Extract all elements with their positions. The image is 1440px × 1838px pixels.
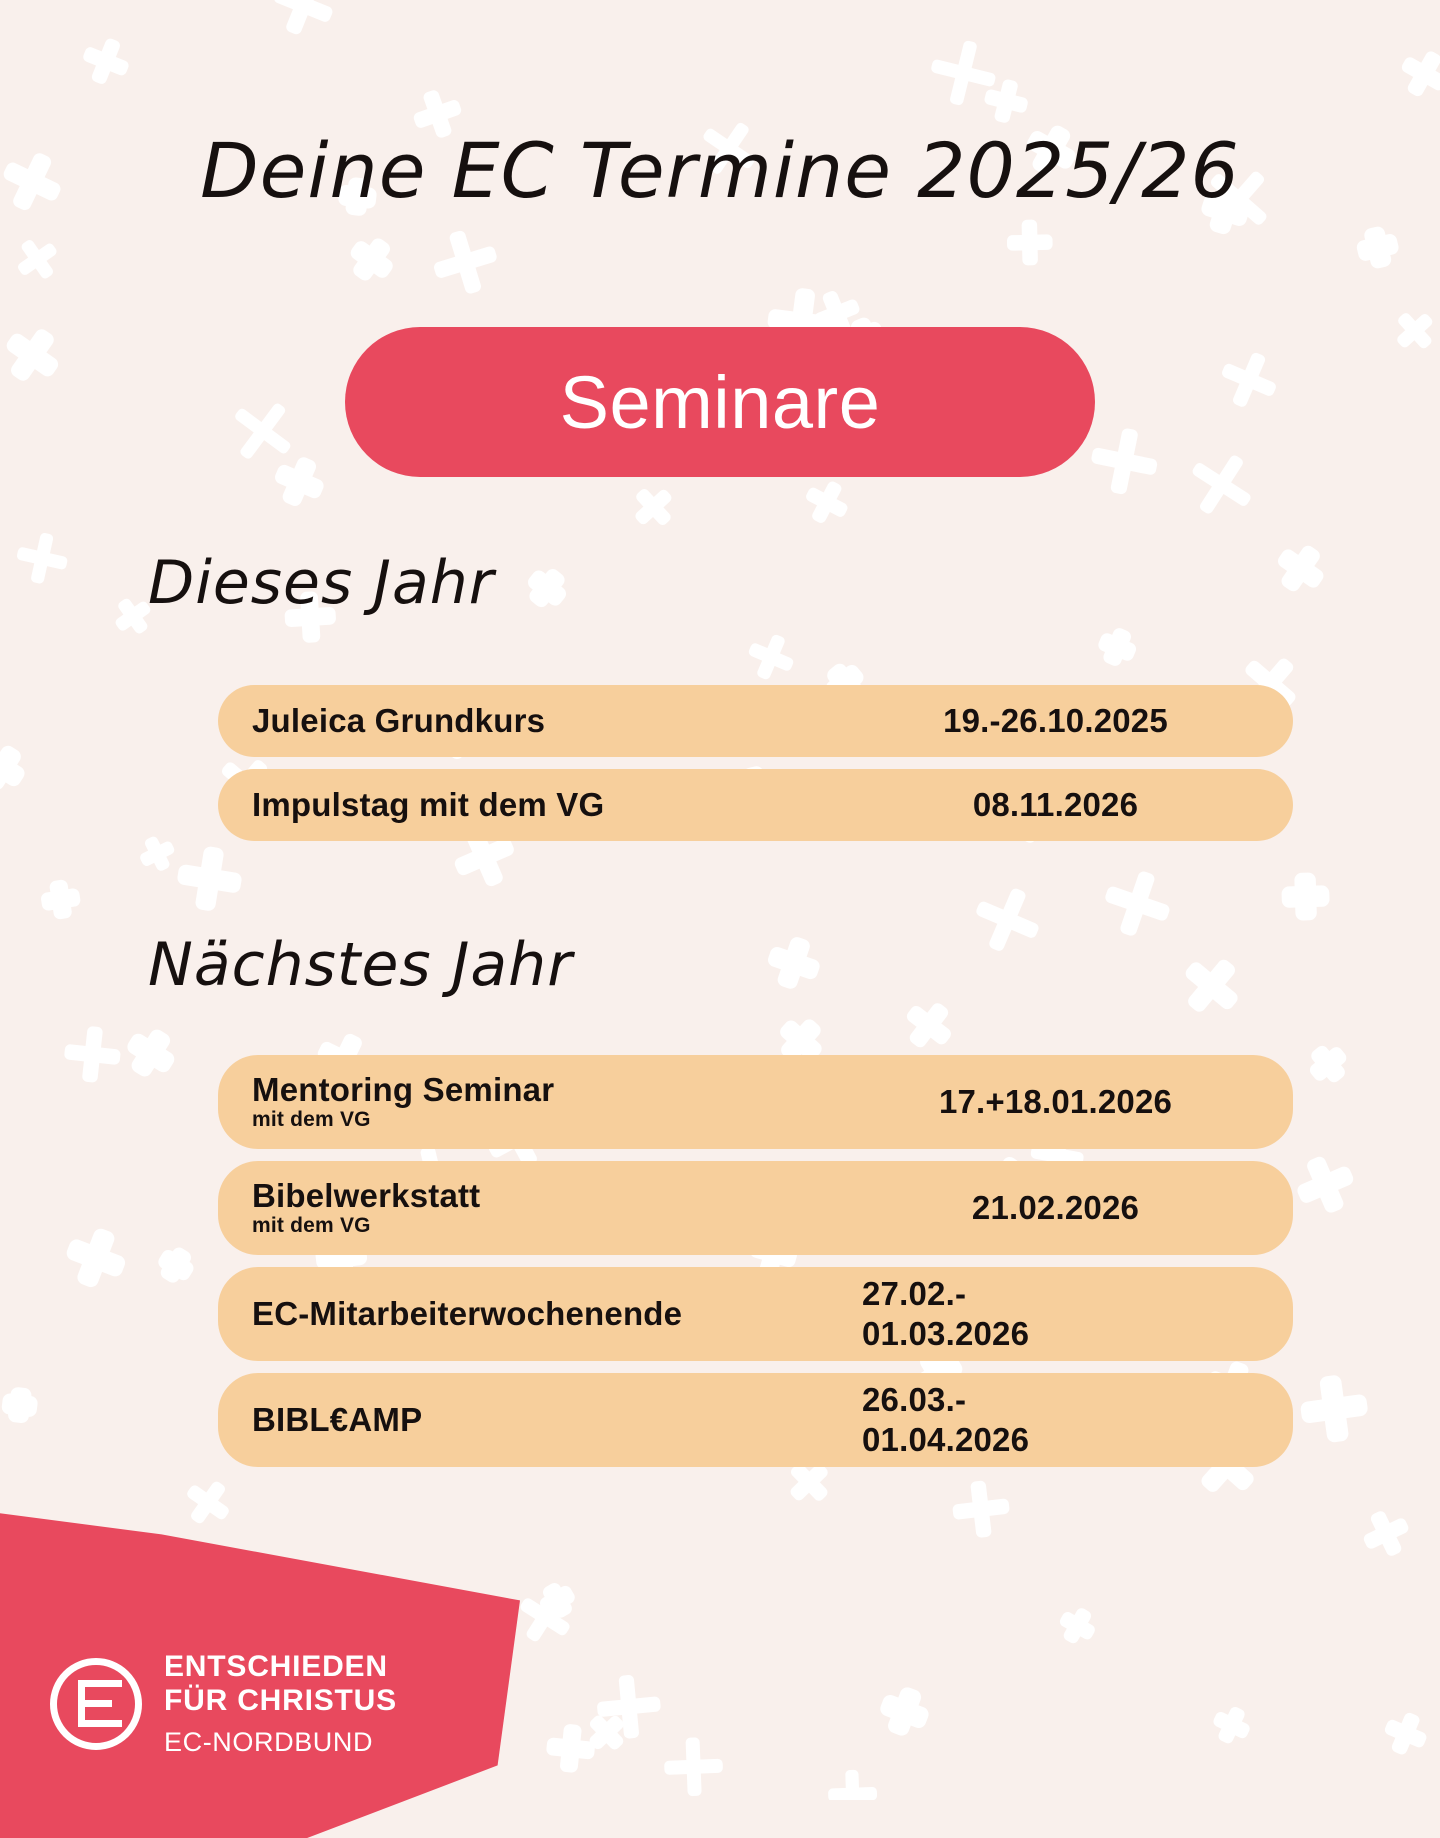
category-pill-label: Seminare [559,360,881,444]
event-date: 17.+18.01.2026 [938,1083,1173,1121]
event-date: 08.11.2026 [972,786,1139,824]
event-date-line2: 01.03.2026 [862,1315,1030,1352]
event-date [852,1274,1259,1353]
event-date-line1: 27.02.- [862,1275,967,1313]
event-row [218,769,1293,841]
event-name: BIBL€AMP [252,1401,423,1439]
section-heading-this-year: Dieses Jahr [148,548,495,618]
organization-name [164,1650,397,1758]
event-name-sub: mit dem VG [252,1214,371,1238]
event-date [852,1380,1259,1459]
page-title: Deine EC Termine 2025/26 [200,126,1240,215]
org-line-3: EC-NORDBUND [164,1727,374,1758]
event-date-line2: 01.04.2026 [862,1421,1030,1458]
event-row [218,1055,1293,1149]
event-name-main: Mentoring Seminar [252,1070,555,1108]
ec-circle-logo-icon [50,1658,142,1750]
org-line-2: FÜR CHRISTUS [164,1683,397,1717]
organization-logo [50,1650,397,1758]
section-heading-next-year: Nächstes Jahr [148,930,573,1000]
event-name: Impulstag mit dem VG [252,786,605,824]
event-row [218,1373,1293,1467]
event-name-sub: mit dem VG [252,1108,371,1132]
event-list-this-year [218,685,1293,853]
event-row [218,1267,1293,1361]
event-name: Juleica Grundkurs [252,702,546,740]
event-date: 19.-26.10.2025 [943,702,1168,740]
event-name [252,1072,852,1132]
event-row [218,1161,1293,1255]
category-pill [345,327,1095,477]
event-date: 21.02.2026 [971,1189,1140,1227]
org-line-1: ENTSCHIEDEN [164,1650,388,1683]
event-name: EC-Mitarbeiterwochenende [252,1295,683,1333]
event-row [218,685,1293,757]
event-name-main: Bibelwerkstatt [252,1176,481,1214]
event-list-next-year [218,1055,1293,1479]
event-name [252,1178,852,1238]
event-date-line1: 26.03.- [862,1381,967,1419]
